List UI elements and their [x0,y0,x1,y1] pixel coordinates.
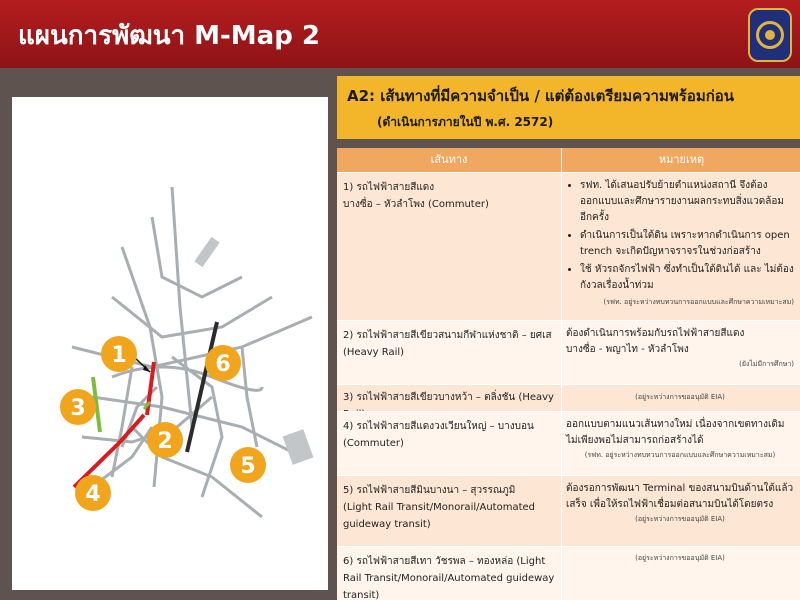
table-row [337,384,800,411]
route-name: 4) รถไฟฟ้าสายสีแดงวงเวียนใหญ่ – บางบอน (Commuter) [343,421,534,449]
svg-text:6: 6 [215,352,231,377]
svg-text:1: 1 [111,343,127,368]
route-detail: (Light Rail Transit/Monorail/Automated guideway transit) [343,502,535,530]
svg-text:5: 5 [240,454,256,479]
slide-header [0,0,800,68]
table-row [337,411,800,475]
airport-block-east [283,429,314,465]
table-row [337,546,800,600]
remark-text: ต้องรอการพัฒนา Terminal ของสนามบินด้านใต้แล้วเสร็จ เพื่อให้รถไฟฟ้าเชื่อมต่อสนามบินได้โดยตรง [566,483,794,510]
route-detail: บางซื่อ – หัวลำโพง (Commuter) [343,199,489,210]
remark-cell [566,326,794,370]
a2-banner [337,76,800,139]
route-cell [343,179,555,213]
remark-note: (รฟท. อยู่ระหว่างทบทวนการออกแบบและศึกษาความเหมาะสม) [603,298,794,306]
page-title: แผนการพัฒนา M-Map 2 [18,21,320,51]
remark-text: บางซื่อ - พญาไท - หัวลำโพง [566,344,689,355]
marker-2 [147,422,183,458]
remark-text: ต้องดำเนินการพร้อมกับรถไฟฟ้าสายสีแดง [566,328,745,339]
route-name: 2) รถไฟฟ้าสายสีเขียวสนามกีฬาแห่งชาติ – ยศเส [343,330,552,341]
remark-cell [566,178,794,308]
header-route: เส้นทาง [430,153,468,166]
table-header [337,148,800,172]
route-cell [343,418,555,452]
route-cell [343,482,555,533]
list-item: • ดำเนินการเป็นใต้ดิน เพราะหากดำเนินการ open trench จะเกิดปัญหาจราจรในช่วงก่อสร้าง [580,228,794,260]
table-row [337,172,800,320]
list-item: • ใช้ หัวรถจักรไฟฟ้า ซึ่งทำเป็นใต้ดินได้ และ ไม่ต้องกังวลเรื่องน้ำท่วม [580,262,794,294]
remark-note: (อยู่ระหว่างการขออนุมัติ EIA) [635,515,725,523]
routes-table [337,148,800,600]
route-markers [60,336,266,511]
line-4-red [74,415,144,487]
remark-text: ออกแบบตามแนวเส้นทางใหม่ เนื่องจากเขตทางเดิมไม่เพียงพอไม่สามารถก่อสร้างได้ [566,419,785,446]
airport-block-north [194,237,219,267]
marker-1 [101,336,137,372]
route-cell [343,327,555,361]
route-name: 3) รถไฟฟ้าสายสีเขียวบางหว้า – ตลิ่งชัน (Heavy [343,392,554,403]
a2-subtitle: (ดำเนินการภายในปี พ.ศ. 2572) [377,115,554,129]
route-detail: (Heavy Rail) [343,347,405,358]
emblem-logo [748,8,792,62]
remark-note: (อยู่ระหว่างการขออนุมัติ EIA) [635,554,725,562]
route-name: 6) รถไฟฟ้าสายสีเทา วัชรพล – ทองหล่อ (Light Rail Transit/Monorail/Automated guideway transit) [343,556,555,600]
svg-text:3: 3 [70,396,86,421]
remark-note: (อยู่ระหว่างการขออนุมัติ EIA) [635,393,725,401]
marker-5 [230,447,266,483]
remark-cell [566,417,794,461]
remark-list [566,178,794,294]
table-row [337,320,800,384]
remark-cell [566,391,794,403]
table-row [337,475,800,546]
marker-6 [205,345,241,381]
header-remark: หมายเหตุ [561,148,800,172]
map-svg [12,97,328,590]
a2-title: A2: เส้นทางที่มีความจำเป็น / แต่ต้องเตรียมความพร้อมก่อน [347,87,735,105]
emblem-center [765,30,775,40]
route-cell [343,553,555,600]
remark-cell [566,552,794,564]
svg-text:2: 2 [157,429,173,454]
remark-cell [566,481,794,525]
remark-note: (รฟท. อยู่ระหว่างทบทวนการออกแบบและศึกษาความเหมาะสม) [584,451,776,459]
remark-note: (ยังไม่มีการศึกษา) [739,360,794,368]
marker-4 [75,475,111,511]
rail-network-map [12,97,328,590]
svg-text:4: 4 [85,482,101,507]
route-name: 1) รถไฟฟ้าสายสีแดง [343,182,435,193]
marker-3 [60,389,96,425]
route-name: 5) รถไฟฟ้าสายสีมินบางนา – สุวรรณภูมิ [343,485,516,496]
list-item: • รฟท. ได้เสนอปรับย้ายตำแหน่งสถานี จึงต้องออกแบบและศึกษารายงานผลกระทบสิ่งแวดล้อมอีกครั้ง [580,178,794,226]
